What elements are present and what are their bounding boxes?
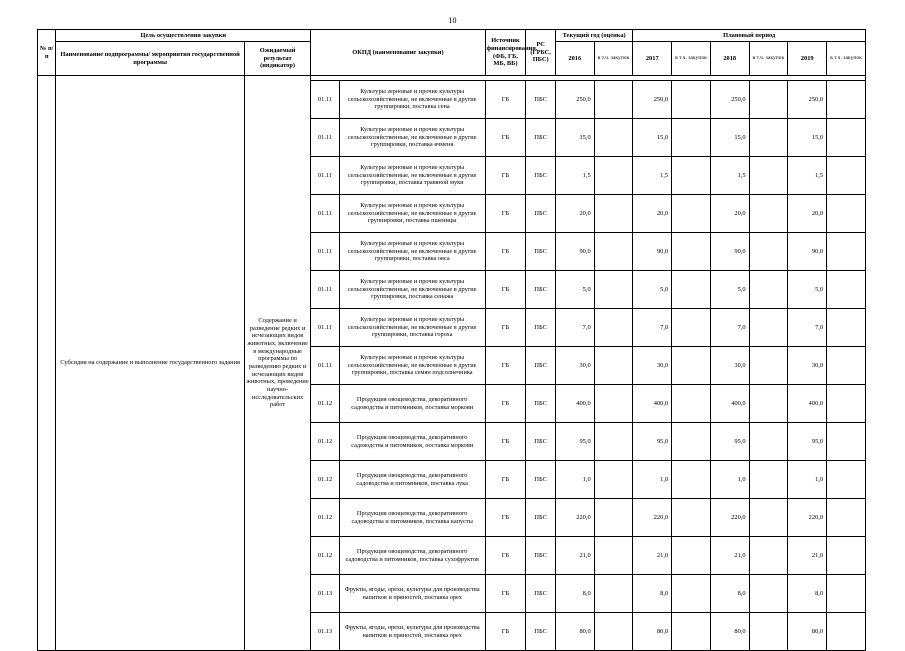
header-incl-2016: в т.ч. закупок: [594, 42, 633, 76]
okpd-description: Продукция овощеводства, декоративного садоводства и питомников, поставка капусты: [339, 499, 485, 537]
incl-2016: [594, 499, 633, 537]
value-2016: 80,0: [555, 613, 594, 651]
header-rs: РС (ГРБС, ПБС): [526, 30, 556, 76]
value-2016: 8,0: [555, 575, 594, 613]
okpd-code: 01.11: [311, 157, 340, 195]
value-2019: 21,0: [788, 537, 827, 575]
header-current-year: Текущий год (оценка): [555, 30, 632, 42]
value-2016: 15,0: [555, 119, 594, 157]
value-2017: 8,0: [633, 575, 672, 613]
incl-2016: [594, 347, 633, 385]
value-2016: 5,0: [555, 271, 594, 309]
okpd-code: 01.12: [311, 537, 340, 575]
incl-2018: [749, 537, 788, 575]
funding-source: ГБ: [485, 233, 526, 271]
okpd-code: 01.11: [311, 347, 340, 385]
incl-2017: [672, 195, 711, 233]
rs-value: ПБС: [526, 157, 556, 195]
value-2018: 220,0: [710, 499, 749, 537]
funding-source: ГБ: [485, 537, 526, 575]
value-2016: 21,0: [555, 537, 594, 575]
incl-2017: [672, 575, 711, 613]
header-expected-result: Ожидаемый результат (индикатор): [244, 42, 310, 76]
incl-2019: [827, 385, 866, 423]
okpd-code: 01.12: [311, 461, 340, 499]
value-2019: 7,0: [788, 309, 827, 347]
rs-value: ПБС: [526, 309, 556, 347]
incl-2019: [827, 271, 866, 309]
header-okpd: ОКПД (наименование закупки): [311, 30, 485, 76]
incl-2017: [672, 613, 711, 651]
funding-source: ГБ: [485, 119, 526, 157]
header-source: Источник финансирования. (ФБ, ГБ, МБ, ВБ): [485, 30, 526, 76]
incl-2016: [594, 575, 633, 613]
incl-2016: [594, 271, 633, 309]
incl-2016: [594, 537, 633, 575]
okpd-description: Культуры зерновые и прочие культуры сельскохозяйственные, не включенные в другие группировки, поставка гороха: [339, 309, 485, 347]
header-year-2019: 2019: [788, 42, 827, 76]
value-2016: 20,0: [555, 195, 594, 233]
header-incl-2017: в т.ч. закупок: [672, 42, 711, 76]
value-2019: 8,0: [788, 575, 827, 613]
okpd-description: Культуры зерновые и прочие культуры сельскохозяйственные, не включенные в другие группировки, поставка сена: [339, 81, 485, 119]
incl-2017: [672, 423, 711, 461]
header-incl-2018: в т.ч. закупок: [749, 42, 788, 76]
incl-2017: [672, 385, 711, 423]
value-2016: 250,0: [555, 81, 594, 119]
rs-value: ПБС: [526, 195, 556, 233]
okpd-description: Культуры зерновые и прочие культуры сельскохозяйственные, не включенные в другие группировки, поставка овса: [339, 233, 485, 271]
incl-2018: [749, 385, 788, 423]
value-2017: 21,0: [633, 537, 672, 575]
funding-source: ГБ: [485, 347, 526, 385]
value-2019: 95,0: [788, 423, 827, 461]
okpd-code: 01.13: [311, 575, 340, 613]
incl-2018: [749, 423, 788, 461]
incl-2019: [827, 81, 866, 119]
incl-2019: [827, 309, 866, 347]
rs-value: ПБС: [526, 575, 556, 613]
incl-2018: [749, 271, 788, 309]
incl-2018: [749, 195, 788, 233]
value-2019: 1,0: [788, 461, 827, 499]
funding-source: ГБ: [485, 385, 526, 423]
value-2018: 5,0: [710, 271, 749, 309]
incl-2018: [749, 157, 788, 195]
funding-source: ГБ: [485, 157, 526, 195]
okpd-description: Продукция овощеводства, декоративного садоводства и питомников, поставка моркови: [339, 385, 485, 423]
value-2018: 250,0: [710, 81, 749, 119]
incl-2018: [749, 461, 788, 499]
incl-2019: [827, 195, 866, 233]
incl-2019: [827, 119, 866, 157]
incl-2018: [749, 613, 788, 651]
value-2019: 30,0: [788, 347, 827, 385]
value-2019: 20,0: [788, 195, 827, 233]
incl-2016: [594, 81, 633, 119]
value-2017: 220,0: [633, 499, 672, 537]
okpd-code: 01.12: [311, 423, 340, 461]
incl-2016: [594, 233, 633, 271]
value-2017: 95,0: [633, 423, 672, 461]
value-2019: 400,0: [788, 385, 827, 423]
funding-source: ГБ: [485, 81, 526, 119]
value-2016: 90,0: [555, 233, 594, 271]
header-year-2018: 2018: [710, 42, 749, 76]
incl-2019: [827, 613, 866, 651]
funding-source: ГБ: [485, 575, 526, 613]
header-program-name: Наименование подпрограммы/ мероприятия государственной программы: [56, 42, 245, 76]
value-2019: 1,5: [788, 157, 827, 195]
incl-2017: [672, 271, 711, 309]
value-2016: 1,0: [555, 461, 594, 499]
value-2018: 30,0: [710, 347, 749, 385]
value-2019: 90,0: [788, 233, 827, 271]
page-number: 10: [448, 16, 457, 25]
okpd-code: 01.12: [311, 385, 340, 423]
incl-2016: [594, 119, 633, 157]
program-name-cell: Субсидия на содержание и выполнение государственного задания: [56, 76, 245, 651]
value-2018: 15,0: [710, 119, 749, 157]
incl-2017: [672, 309, 711, 347]
incl-2016: [594, 423, 633, 461]
value-2017: 80,0: [633, 613, 672, 651]
value-2019: 15,0: [788, 119, 827, 157]
funding-source: ГБ: [485, 423, 526, 461]
header-year-2016: 2016: [555, 42, 594, 76]
incl-2016: [594, 613, 633, 651]
header-year-2017: 2017: [633, 42, 672, 76]
incl-2018: [749, 499, 788, 537]
value-2017: 1,5: [633, 157, 672, 195]
value-2018: 7,0: [710, 309, 749, 347]
incl-2017: [672, 233, 711, 271]
okpd-code: 01.11: [311, 309, 340, 347]
value-2016: 220,0: [555, 499, 594, 537]
value-2019: 220,0: [788, 499, 827, 537]
rs-value: ПБС: [526, 385, 556, 423]
value-2017: 7,0: [633, 309, 672, 347]
value-2019: 5,0: [788, 271, 827, 309]
value-2016: 1,5: [555, 157, 594, 195]
value-2019: 80,0: [788, 613, 827, 651]
value-2017: 250,0: [633, 81, 672, 119]
value-2017: 20,0: [633, 195, 672, 233]
rs-value: ПБС: [526, 81, 556, 119]
okpd-code: 01.11: [311, 119, 340, 157]
value-2018: 8,0: [710, 575, 749, 613]
incl-2019: [827, 233, 866, 271]
incl-2019: [827, 537, 866, 575]
incl-2019: [827, 347, 866, 385]
incl-2017: [672, 157, 711, 195]
okpd-code: 01.13: [311, 613, 340, 651]
incl-2017: [672, 499, 711, 537]
funding-source: ГБ: [485, 499, 526, 537]
value-2017: 30,0: [633, 347, 672, 385]
rs-value: ПБС: [526, 423, 556, 461]
value-2018: 21,0: [710, 537, 749, 575]
incl-2017: [672, 537, 711, 575]
header-no: № п/п: [38, 30, 56, 76]
value-2018: 400,0: [710, 385, 749, 423]
value-2016: 400,0: [555, 385, 594, 423]
incl-2017: [672, 461, 711, 499]
header-goal: Цель осуществления закупки: [56, 30, 311, 42]
funding-source: ГБ: [485, 271, 526, 309]
okpd-description: Фрукты, ягоды, орехи, культуры для производства напитков и пряностей, поставка орех: [339, 613, 485, 651]
value-2017: 90,0: [633, 233, 672, 271]
okpd-description: Продукция овощеводства, декоративного садоводства и питомников, поставка сухофруктов: [339, 537, 485, 575]
incl-2016: [594, 461, 633, 499]
rs-value: ПБС: [526, 537, 556, 575]
value-2018: 1,0: [710, 461, 749, 499]
incl-2017: [672, 119, 711, 157]
okpd-code: 01.11: [311, 233, 340, 271]
okpd-description: Культуры зерновые и прочие культуры сельскохозяйственные, не включенные в другие группировки, поставка ячменя: [339, 119, 485, 157]
okpd-code: 01.11: [311, 195, 340, 233]
funding-source: ГБ: [485, 613, 526, 651]
rs-value: ПБС: [526, 499, 556, 537]
funding-source: ГБ: [485, 461, 526, 499]
okpd-code: 01.11: [311, 271, 340, 309]
row-no-cell: [38, 76, 56, 651]
incl-2018: [749, 309, 788, 347]
incl-2016: [594, 157, 633, 195]
procurement-table: [37, 29, 866, 651]
value-2019: 250,0: [788, 81, 827, 119]
value-2018: 80,0: [710, 613, 749, 651]
rs-value: ПБС: [526, 119, 556, 157]
value-2017: 400,0: [633, 385, 672, 423]
incl-2019: [827, 575, 866, 613]
incl-2018: [749, 81, 788, 119]
value-2018: 95,0: [710, 423, 749, 461]
okpd-description: Культуры зерновые и прочие культуры сельскохозяйственные, не включенные в другие группировки, поставка сенажа: [339, 271, 485, 309]
incl-2019: [827, 461, 866, 499]
rs-value: ПБС: [526, 233, 556, 271]
okpd-description: Культуры зерновые и прочие культуры сельскохозяйственные, не включенные в другие группировки, поставка травяной муки: [339, 157, 485, 195]
okpd-description: Культуры зерновые и прочие культуры сельскохозяйственные, не включенные в другие группировки, поставка семян подсолнечника: [339, 347, 485, 385]
incl-2019: [827, 499, 866, 537]
funding-source: ГБ: [485, 195, 526, 233]
header-incl-2019: в т.ч. закупок: [827, 42, 866, 76]
value-2018: 20,0: [710, 195, 749, 233]
incl-2018: [749, 347, 788, 385]
incl-2016: [594, 309, 633, 347]
okpd-code: 01.12: [311, 499, 340, 537]
value-2016: 95,0: [555, 423, 594, 461]
okpd-code: 01.11: [311, 81, 340, 119]
rs-value: ПБС: [526, 461, 556, 499]
value-2017: 15,0: [633, 119, 672, 157]
funding-source: ГБ: [485, 309, 526, 347]
rs-value: ПБС: [526, 347, 556, 385]
value-2018: 1,5: [710, 157, 749, 195]
rs-value: ПБС: [526, 613, 556, 651]
value-2017: 5,0: [633, 271, 672, 309]
expected-result-cell: Содержание и разведение редких и исчезающих видов животных, включение в международные программы по разведению редких и исчезающих видов животных, проведение научно-исследовательских работ: [244, 76, 310, 651]
value-2016: 30,0: [555, 347, 594, 385]
incl-2016: [594, 195, 633, 233]
incl-2017: [672, 81, 711, 119]
value-2017: 1,0: [633, 461, 672, 499]
rs-value: ПБС: [526, 271, 556, 309]
okpd-description: Продукция овощеводства, декоративного садоводства и питомников, поставка лука: [339, 461, 485, 499]
incl-2016: [594, 385, 633, 423]
incl-2019: [827, 423, 866, 461]
incl-2019: [827, 157, 866, 195]
value-2018: 90,0: [710, 233, 749, 271]
incl-2018: [749, 575, 788, 613]
header-plan-period: Плановый период: [633, 30, 866, 42]
okpd-description: Продукция овощеводства, декоративного садоводства и питомников, поставка моркови: [339, 423, 485, 461]
incl-2018: [749, 233, 788, 271]
value-2016: 7,0: [555, 309, 594, 347]
incl-2017: [672, 347, 711, 385]
okpd-description: Фрукты, ягоды, орехи, культуры для производства напитков и пряностей, поставка орех: [339, 575, 485, 613]
okpd-description: Культуры зерновые и прочие культуры сельскохозяйственные, не включенные в другие группировки, поставка пшеницы: [339, 195, 485, 233]
incl-2018: [749, 119, 788, 157]
